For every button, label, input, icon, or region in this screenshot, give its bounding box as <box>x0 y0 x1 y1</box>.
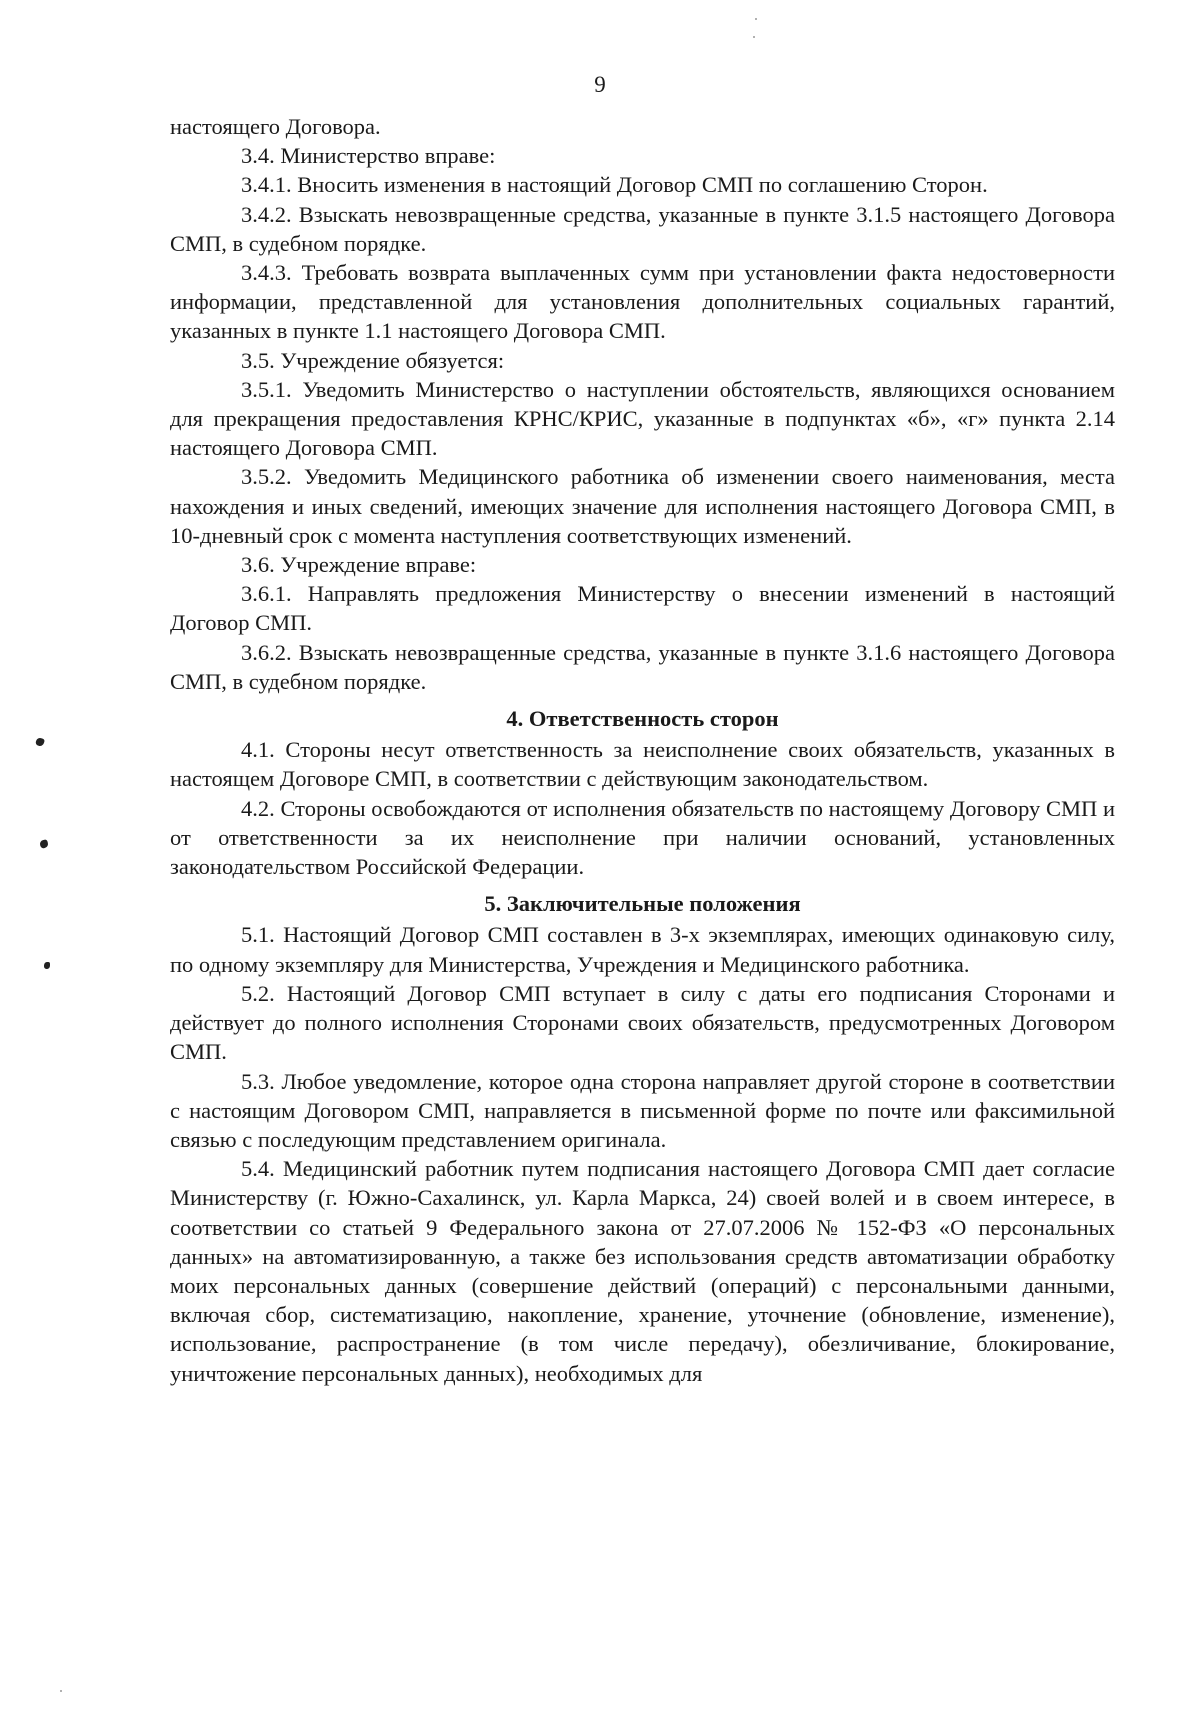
paragraph: 3.5.2. Уведомить Медицинского работника об изменении своего наименования, места нахождения и иных сведений, имеющих значение для исполнения настоящего Договора СМП, в 10-дневный срок с момента наступления соответствующих изменений. <box>170 464 1115 548</box>
section-heading-liability: 4. Ответственность сторон <box>506 706 779 732</box>
paragraph: 4.2. Стороны освобождаются от исполнения обязательств по настоящему Договору СМП и от ответственности за их неисполнение при наличии оснований, установленных законодательством Российской Федерации. <box>170 795 1115 880</box>
paragraph: 3.4.2. Взыскать невозвращенные средства, указанные в пункте 3.1.5 настоящего Договора СМП, в судебном порядке. <box>170 201 1115 256</box>
paragraph: 3.4. Министерство вправе: <box>241 143 496 169</box>
paragraph: 3.6. Учреждение вправе: <box>241 552 477 578</box>
document-body <box>170 112 1115 1388</box>
paragraph: 5.4. Медицинский работник путем подписания настоящего Договора СМП дает согласие Министерству (г. Южно-Сахалинск, ул. Карла Маркса, 24) своей волей и в своем интересе, в соответствии со статьей 9 Федерального закона от 27.07.2006 № 152-ФЗ «О персональных данных» на автоматизированную, а также без использования средств автоматизации обработку моих персональных данных (совершение действий (операций) с персональными данными, включая сбор, систематизацию, накопление, хранение, уточнение (обновление, изменение), использование, распространение (в том числе передачу), обезличивание, блокирование, уничтожение персональных данных), необходимых для <box>170 1156 1115 1386</box>
paragraph: настоящего Договора. <box>170 114 381 139</box>
scan-mark-2 <box>39 839 49 849</box>
paragraph: 3.4.3. Требовать возврата выплаченных сумм при установлении факта недостоверности информации, представленной для установления дополнительных социальных гарантий, указанных в пункте 1.1 настоящего Договора СМП. <box>170 260 1115 344</box>
paragraph: 3.4.1. Вносить изменения в настоящий Договор СМП по соглашению Сторон. <box>241 172 988 198</box>
section-heading-final-provisions: 5. Заключительные положения <box>484 891 801 917</box>
paragraph: 3.5. Учреждение обязуется: <box>241 347 505 373</box>
paragraph: 3.5.1. Уведомить Министерство о наступлении обстоятельств, являющихся основанием для прекращения предоставления КРНС/КРИС, указанные в подпунктах «б», «г» пункта 2.14 настоящего Договора СМП. <box>170 376 1115 461</box>
paragraph: 5.2. Настоящий Договор СМП вступает в силу с даты его подписания Сторонами и действует до полного исполнения Сторонами своих обязательств, предусмотренных Договором СМП. <box>170 980 1115 1065</box>
paragraph: 3.6.2. Взыскать невозвращенные средства, указанные в пункте 3.1.6 настоящего Договора СМП, в судебном порядке. <box>170 639 1115 694</box>
paragraph: 3.6.1. Направлять предложения Министерству о внесении изменений в настоящий Договор СМП. <box>170 581 1115 636</box>
scan-mark-1 <box>35 737 45 747</box>
scan-speck <box>60 1690 62 1692</box>
paragraph: 5.3. Любое уведомление, которое одна сторона направляет другой стороне в соответствии с настоящим Договором СМП, направляется в письменной форме по почте или факсимильной связью с последующим представлением оригинала. <box>170 1068 1115 1152</box>
paragraph: 4.1. Стороны несут ответственность за неисполнение своих обязательств, указанных в настоящем Договоре СМП, в соответствии с действующим законодательством. <box>170 737 1115 792</box>
scan-mark-3 <box>44 962 50 969</box>
paragraph: 5.1. Настоящий Договор СМП составлен в 3-х экземплярах, имеющих одинаковую силу, по одному экземпляру для Министерства, Учреждения и Медицинского работника. <box>170 922 1115 977</box>
scan-speck <box>755 18 757 20</box>
scan-speck <box>753 36 755 38</box>
page-number: 9 <box>594 72 606 97</box>
